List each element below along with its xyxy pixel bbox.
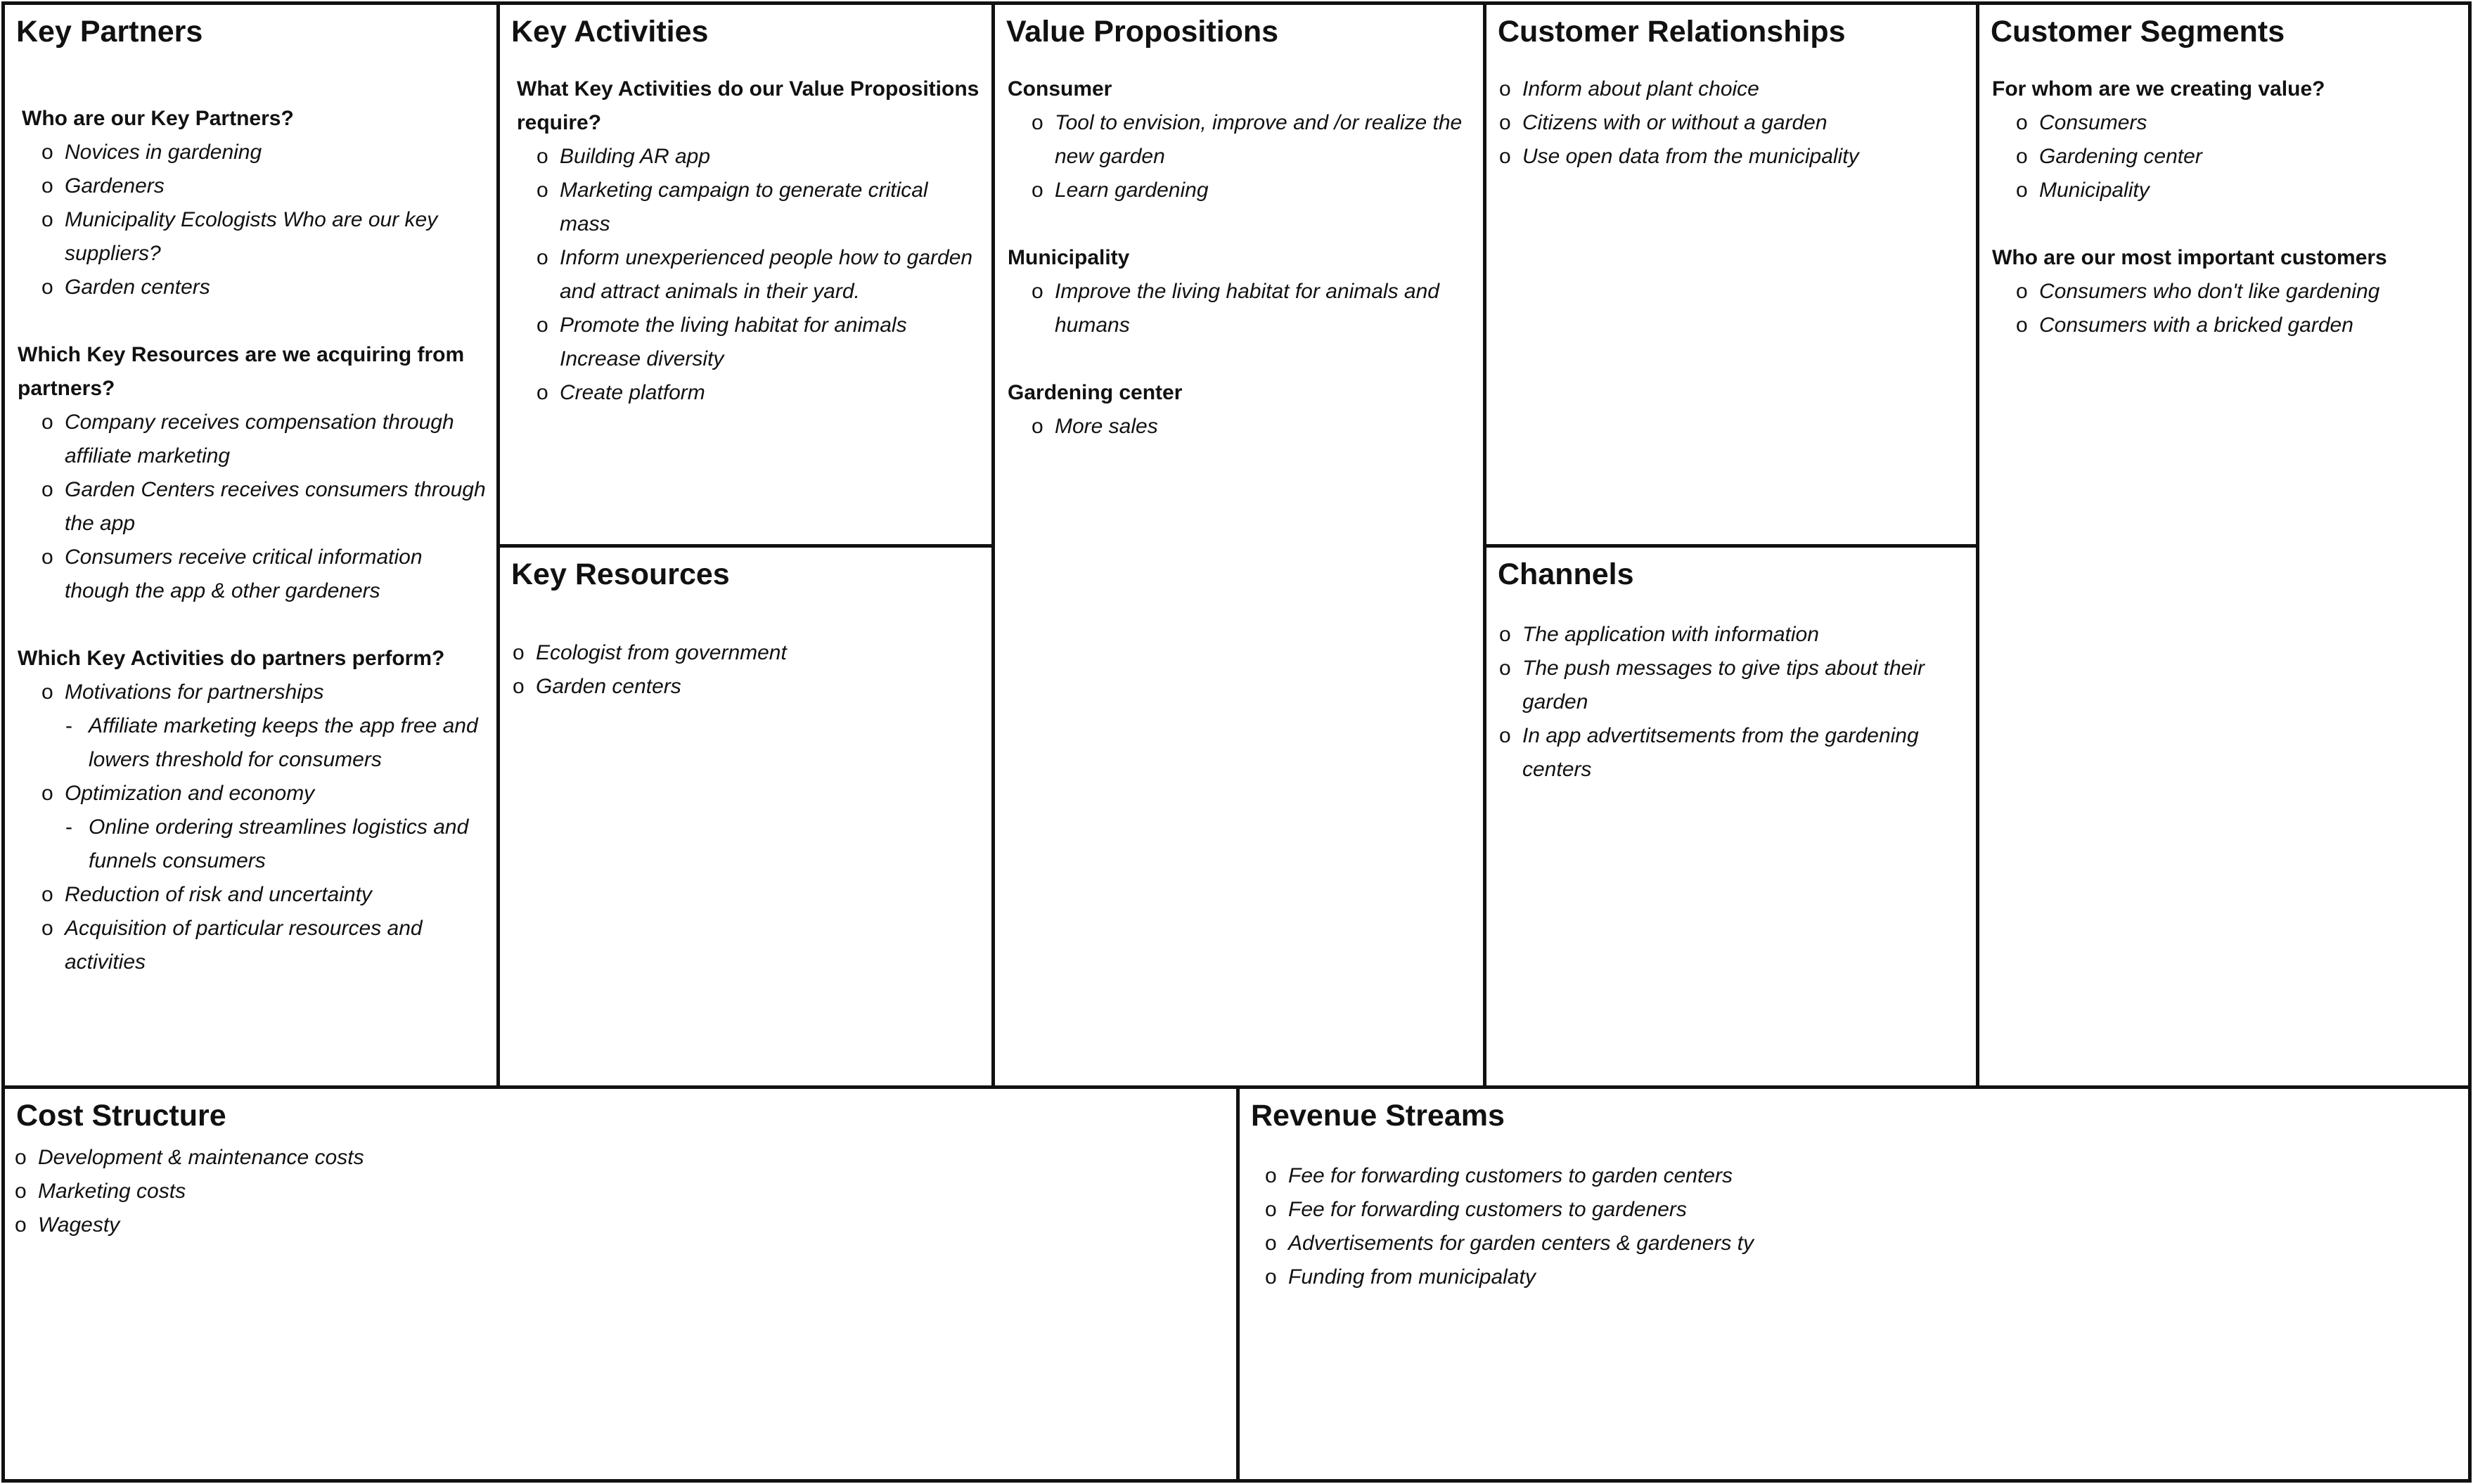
bullet-marker-icon: o [41,208,53,231]
bullet-marker-icon: o [537,145,548,168]
list-item: o Improve the living habitat for animals and humans [1032,275,1473,342]
list-item: o Company receives compensation through affiliate marketing [41,406,487,473]
list-item: o Learn gardening [1032,174,1473,207]
list-item: o Inform about plant choice [1499,72,1966,106]
bullet-marker-icon: o [41,141,53,164]
customer-segments-question: For whom are we creating value? [1992,77,2325,101]
bullet-marker-icon: o [41,680,53,704]
dash-marker-icon: - [65,714,72,737]
list-item: o Funding from municipalaty [1265,1260,2458,1294]
bullet-marker-icon: o [41,276,53,299]
bullet-marker-icon: o [1499,724,1511,747]
list-item: o Wagesty [15,1208,1226,1242]
bullet-marker-icon: o [1499,657,1511,680]
customer-relationships-title: Customer Relationships [1498,15,1846,49]
list-item: o Promote the living habitat for animals Increase diversity [537,309,982,376]
list-item: o Fee for forwarding customers to garden centers [1265,1159,2458,1193]
list-item: o Municipality [2016,174,2458,207]
bullet-marker-icon: o [1265,1198,1277,1221]
bullet-marker-icon: o [41,917,53,940]
list-item: o Consumers [2016,106,2458,140]
value-group-label: Municipality [1008,246,1130,269]
key-partners-title: Key Partners [16,15,203,49]
bullet-marker-icon: o [1499,145,1511,168]
bullet-marker-icon: o [537,381,548,404]
list-item: o Marketing campaign to generate critical mass [537,174,982,241]
list-item: o Consumers who don't like gardening [2016,275,2458,309]
list-item: o Municipality Ecologists Who are our key suppliers? [41,203,487,271]
bullet-marker-icon: o [15,1180,27,1203]
list-item: o Tool to envision, improve and /or realize the new garden [1032,106,1473,174]
key-partners-section [1,1,500,1089]
channels-section [1483,544,1979,1089]
bullet-marker-icon: o [513,675,525,698]
bullet-marker-icon: o [1032,179,1043,202]
list-item: o Building AR app [537,140,982,174]
list-item: o Novices in gardening [41,136,487,169]
key-partners-question: Which Key Activities do partners perform? [18,647,445,670]
channels-title: Channels [1498,557,1634,591]
bullet-marker-icon: o [1499,623,1511,646]
list-item: o Garden centers [41,271,487,304]
cost-structure-section [1,1085,1240,1483]
key-resources-title: Key Resources [511,557,730,591]
customer-segments-section [1976,1,2472,1089]
customer-segments-question: Who are our most important customers [1992,246,2387,269]
bullet-marker-icon: o [2016,314,2028,337]
list-item: o Create platform [537,376,982,410]
bullet-marker-icon: o [1265,1232,1277,1255]
value-group-label: Consumer [1008,77,1112,101]
list-item: o Advertisements for garden centers & gardeners ty [1265,1227,2458,1260]
key-activities-section [496,1,995,548]
key-partners-question: Who are our Key Partners? [22,107,294,130]
list-item: o Gardening center [2016,140,2458,174]
customer-relationships-section [1483,1,1979,548]
sub-list-item: - Online ordering streamlines logistics and funnels consumers [65,811,487,878]
list-item: o Acquisition of particular resources and activities [41,912,487,979]
list-item: o Optimization and economy [41,777,487,811]
bullet-marker-icon: o [15,1213,27,1237]
bullet-marker-icon: o [1499,111,1511,134]
key-partners-question: Which Key Resources are we acquiring from partners? [18,343,465,400]
list-item: o Fee for forwarding customers to gardeners [1265,1193,2458,1227]
bullet-marker-icon: o [1032,415,1043,438]
bullet-marker-icon: o [41,478,53,501]
list-item: o Citizens with or without a garden [1499,106,1966,140]
bullet-marker-icon: o [1499,77,1511,101]
list-item: o Motivations for partnerships [41,676,487,709]
list-item: o Garden centers [513,670,982,704]
key-activities-question: What Key Activities do our Value Propositions require? [517,77,979,134]
list-item: o Gardeners [41,169,487,203]
bullet-marker-icon: o [41,546,53,569]
list-item: o The application with information [1499,618,1966,652]
bullet-marker-icon: o [2016,145,2028,168]
bullet-marker-icon: o [1032,280,1043,303]
bullet-marker-icon: o [1265,1164,1277,1187]
bullet-marker-icon: o [1032,111,1043,134]
list-item: o Development & maintenance costs [15,1141,1226,1175]
bullet-marker-icon: o [1265,1265,1277,1289]
bullet-marker-icon: o [41,782,53,805]
value-propositions-section [991,1,1486,1089]
value-propositions-title: Value Propositions [1006,15,1279,49]
list-item: o Reduction of risk and uncertainty [41,878,487,912]
list-item: o More sales [1032,410,1473,444]
list-item: o Consumers with a bricked garden [2016,309,2458,342]
key-resources-section [496,544,995,1089]
bullet-marker-icon: o [2016,179,2028,202]
revenue-streams-section [1236,1085,2472,1483]
bullet-marker-icon: o [537,179,548,202]
bullet-marker-icon: o [41,411,53,434]
cost-structure-title: Cost Structure [16,1099,226,1133]
list-item: o Garden Centers receives consumers through the app [41,473,487,541]
bullet-marker-icon: o [513,641,525,664]
list-item: o Use open data from the municipality [1499,140,1966,174]
bullet-marker-icon: o [2016,111,2028,134]
revenue-streams-title: Revenue Streams [1251,1099,1505,1133]
list-item: o Consumers receive critical information though the app & other gardeners [41,541,487,608]
list-item: o Marketing costs [15,1175,1226,1208]
bullet-marker-icon: o [537,314,548,337]
list-item: o In app advertitsements from the gardening centers [1499,719,1966,787]
bullet-marker-icon: o [41,174,53,198]
sub-list-item: - Affiliate marketing keeps the app free and lowers threshold for consumers [65,709,487,777]
list-item: o The push messages to give tips about their garden [1499,652,1966,719]
bullet-marker-icon: o [537,246,548,269]
bullet-marker-icon: o [15,1146,27,1169]
list-item: o Ecologist from government [513,636,982,670]
customer-segments-title: Customer Segments [1991,15,2285,49]
key-activities-title: Key Activities [511,15,709,49]
value-group-label: Gardening center [1008,381,1183,404]
bullet-marker-icon: o [2016,280,2028,303]
bullet-marker-icon: o [41,883,53,906]
dash-marker-icon: - [65,815,72,839]
list-item: o Inform unexperienced people how to garden and attract animals in their yard. [537,241,982,309]
